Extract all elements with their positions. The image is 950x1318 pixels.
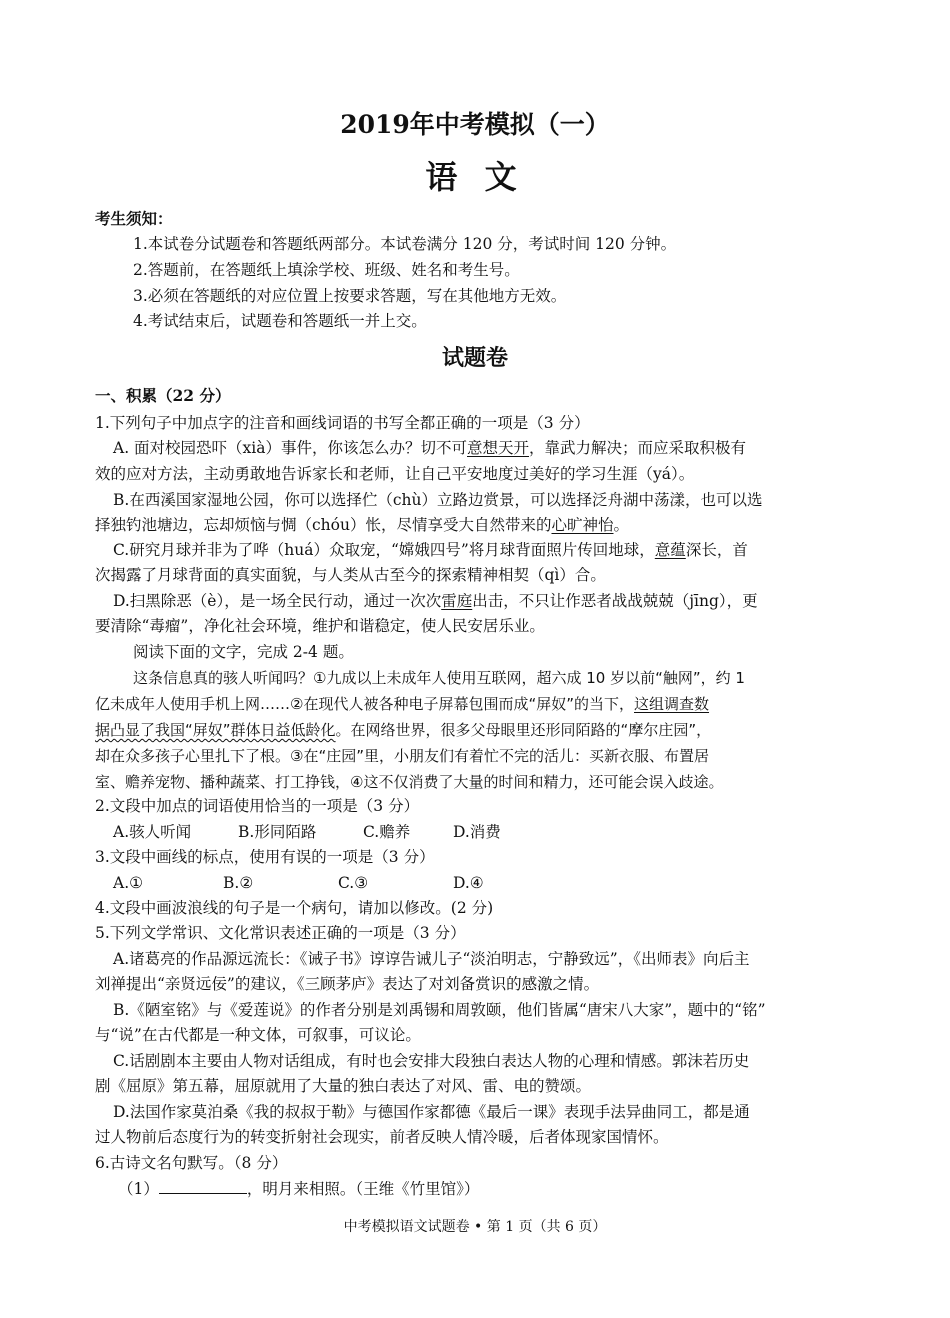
q3-option: A.①	[113, 874, 144, 892]
q6-item-1: （1） ，明月来相照。（王维《竹里馆》）	[118, 1177, 950, 1201]
q5-option-b: B.《陋室铭》与《爱莲说》的作者分别是刘禹锡和周敦颐，他们皆属“唐宋八大家”，题中的“铭”	[113, 1001, 766, 1019]
q2-option: B.形同陌路	[238, 823, 317, 841]
answer-blank[interactable]	[159, 1177, 247, 1194]
notice-item: 1.本试卷分试题卷和答题纸两部分。本试卷满分 120 分，考试时间 120 分钟。	[133, 235, 677, 253]
notice-item: 3.必须在答题纸的对应位置上按要求答题，写在其他地方无效。	[133, 287, 567, 305]
question-4-stem: 4.文段中画波浪线的句子是一个病句，请加以修改。(2 分)	[95, 899, 494, 917]
q3-options	[113, 871, 950, 895]
page-footer: 中考模拟语文试题卷 • 第 1 页（共 6 页）	[343, 1219, 607, 1235]
subject-title: 语 文	[425, 158, 525, 196]
reading-intro: 阅读下面的文字，完成 2-4 题。	[133, 643, 354, 661]
q1-option-d-cont: 要清除“毒瘤”，净化社会环境，维护和谐稳定，使人民安居乐业。	[95, 617, 545, 635]
passage-line: 室、赡养宠物、播种蔬菜、打工挣钱，④这不仅消费了大量的时间和精力，还可能会误入歧途。	[95, 773, 724, 791]
q1-option-b: B.在西溪国家湿地公园，你可以选择伫（chù）立路边赏景，可以选择泛舟湖中荡漾，也可以选	[113, 491, 763, 509]
notice-heading: 考生须知：	[95, 209, 173, 228]
q2-option: A.骇人听闻	[113, 823, 192, 841]
q5-option-a: A.诸葛亮的作品源远流长：《诫子书》谆谆告诫儿子“淡泊明志，宁静致远”，《出师表》向后主	[113, 950, 750, 968]
section-heading: 一、积累（22 分）	[95, 386, 231, 405]
q1-option-d: D.扫黑除恶（è），是一场全民行动，通过一次次雷庭出击，不只让作恶者战战兢兢（jīng），更	[113, 592, 758, 610]
passage-line: 却在众多孩子心里扎下了根。③在“庄园”里，小朋友们有着忙不完的活儿：买新衣服、布置居	[95, 747, 709, 765]
q2-options	[113, 820, 950, 844]
q2-option: C.赡养	[363, 823, 411, 841]
question-1-stem: 1.下列句子中加点字的注音和画线词语的书写全都正确的一项是（3 分）	[95, 414, 590, 432]
q1-option-c-cont: 次揭露了月球背面的真实面貌，与人类从古至今的探索精神相契（qì）合。	[95, 566, 606, 584]
question-5-stem: 5.下列文学常识、文化常识表述正确的一项是（3 分）	[95, 924, 466, 942]
underlined-sentence: 这组调查数	[634, 695, 710, 713]
notice-item: 4.考试结束后，试题卷和答题纸一并上交。	[133, 312, 427, 330]
paper-title: 试题卷	[441, 345, 508, 371]
q5-option-b-cont: 与“说”在古代都是一种文体，可叙事，可议论。	[95, 1026, 421, 1044]
question-2-stem: 2.文段中加点的词语使用恰当的一项是（3 分）	[95, 797, 420, 815]
q5-option-d: D.法国作家莫泊桑《我的叔叔于勒》与德国作家都德《最后一课》表现手法异曲同工，都是通	[113, 1103, 750, 1121]
q5-option-d-cont: 过人物前后态度行为的转变折射社会现实，前者反映人情冷暖，后者体现家国情怀。	[95, 1128, 669, 1146]
q3-option: B.②	[223, 874, 254, 892]
notice-item: 2.答题前，在答题纸上填涂学校、班级、姓名和考生号。	[133, 261, 520, 279]
question-6-stem: 6.古诗文名句默写。（8 分）	[95, 1154, 288, 1172]
passage-line: 这条信息真的骇人听闻吗？①九成以上未成年人使用互联网，超六成 10 岁以前“触网”，约 1	[133, 669, 745, 687]
underlined-word: 心旷神怡	[551, 516, 614, 534]
q1-option-a: A. 面对校园恐吓（xià）事件，你该怎么办？切不可意想天开，靠武力解决；而应采取积极有	[113, 439, 747, 457]
q3-option: C.③	[338, 874, 369, 892]
underlined-word: 意蕴	[654, 541, 686, 559]
passage-line: 亿未成年人使用手机上网……②在现代人被各种电子屏幕包围而成“屏奴”的当下，这组调查数	[95, 695, 710, 713]
q5-option-a-cont: 刘禅提出“亲贤远佞”的建议，《三顾茅庐》表达了对刘备赏识的感激之情。	[95, 975, 600, 993]
exam-title: 2019年中考模拟（一）	[340, 110, 610, 139]
q3-option: D.④	[453, 874, 484, 892]
q5-option-c-cont: 剧《屈原》第五幕，屈原就用了大量的独白表达了对风、雷、电的赞颂。	[95, 1077, 592, 1095]
q1-option-c: C.研究月球并非为了哗（huá）众取宠，“嫦娥四号”将月球背面照片传回地球，意蕴深长，首	[113, 541, 748, 559]
underlined-word: 意想天开	[467, 439, 530, 457]
wavy-underlined-sentence: 据凸显了我国“屏奴”群体日益低龄化	[95, 721, 336, 739]
q1-option-b-cont: 择独钓池塘边，忘却烦恼与惆（chóu）怅，尽情享受大自然带来的心旷神怡。	[95, 516, 630, 534]
passage-line: 据凸显了我国“屏奴”群体日益低龄化。在网络世界，很多父母眼里还形同陌路的“摩尔庄园”，	[95, 721, 712, 739]
q5-option-c: C.话剧剧本主要由人物对话组成，有时也会安排大段独白表达人物的心理和情感。郭沫若历史	[113, 1052, 750, 1070]
underlined-word: 雷庭	[441, 592, 473, 610]
q1-option-a-cont: 效的应对方法，主动勇敢地告诉家长和老师，让自己平安地度过美好的学习生涯（yá）。	[95, 465, 695, 483]
q2-option: D.消费	[453, 823, 501, 841]
question-3-stem: 3.文段中画线的标点，使用有误的一项是（3 分）	[95, 848, 435, 866]
